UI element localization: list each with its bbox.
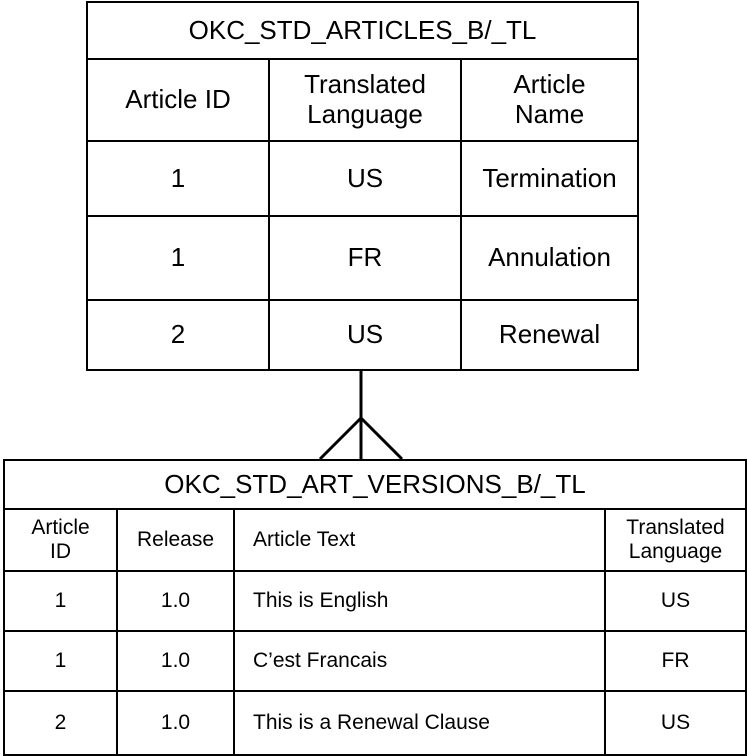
articles-table [86, 1, 639, 371]
article-id-cell: 2 [87, 300, 269, 370]
table-row [87, 300, 638, 370]
header-article-name [461, 59, 638, 141]
language-cell: US [269, 300, 461, 370]
table-row [4, 631, 746, 691]
header-translated-language-text: Translated Language [304, 69, 426, 129]
articles-table-title: OKC_STD_ARTICLES_B/_TL [87, 2, 638, 59]
article-id-cell: 1 [87, 216, 269, 300]
table-row [87, 141, 638, 216]
versions-table [3, 459, 747, 756]
crows-foot-right-prong [361, 418, 402, 459]
article-text-cell: C’est Francais [234, 631, 605, 691]
header-article-id-text: Article ID [125, 84, 231, 115]
release-cell: 1.0 [117, 691, 234, 755]
article-id-cell: 1 [4, 631, 117, 691]
header-article-id-text: Article ID [31, 515, 90, 563]
header-translated-language-text: Translated Language [626, 515, 725, 563]
language-cell: FR [269, 216, 461, 300]
article-name-cell: Termination [461, 141, 638, 216]
table-row [4, 691, 746, 755]
header-article-id [87, 59, 269, 141]
versions-table-title: OKC_STD_ART_VERSIONS_B/_TL [4, 460, 746, 509]
article-text-cell: This is English [234, 571, 605, 631]
article-text-cell: This is a Renewal Clause [234, 691, 605, 755]
header-article-text: Article Text [234, 509, 605, 571]
article-id-cell: 2 [4, 691, 117, 755]
article-id-cell: 1 [4, 571, 117, 631]
header-translated-language [269, 59, 461, 141]
header-translated-language [605, 509, 746, 571]
table-row [4, 571, 746, 631]
article-name-cell: Renewal [461, 300, 638, 370]
language-cell: US [269, 141, 461, 216]
release-cell: 1.0 [117, 631, 234, 691]
header-article-id [4, 509, 117, 571]
table-row [87, 216, 638, 300]
header-article-name-text: Article Name [513, 69, 586, 129]
article-name-cell: Annulation [461, 216, 638, 300]
language-cell: FR [605, 631, 746, 691]
language-cell: US [605, 571, 746, 631]
header-release: Release [117, 509, 234, 571]
article-id-cell: 1 [87, 141, 269, 216]
crows-foot-left-prong [320, 418, 361, 459]
language-cell: US [605, 691, 746, 755]
release-cell: 1.0 [117, 571, 234, 631]
